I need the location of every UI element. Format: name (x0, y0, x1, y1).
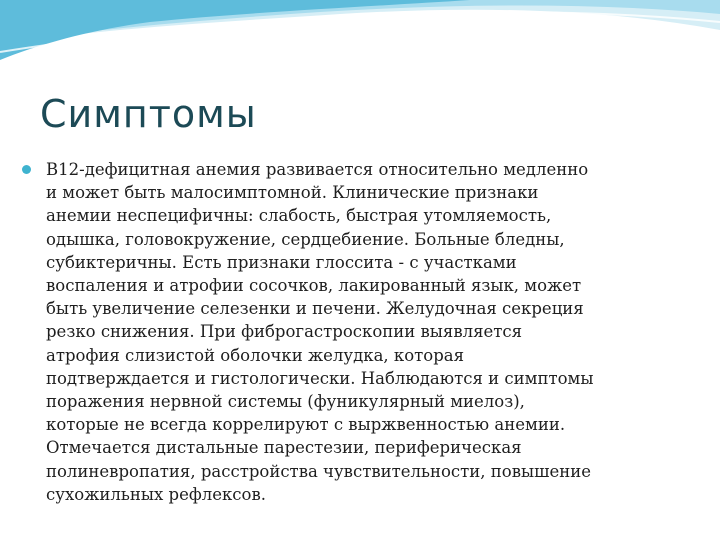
slide-title: Симптомы (40, 92, 257, 136)
bullet-icon (22, 165, 31, 174)
header-wave-decoration (0, 0, 720, 90)
bullet-text: В12-дефицитная анемия развивается относительно медленно и может быть малосимптомной. Клинические признаки анемии неспецифичны: слабость, быстрая утомляемость, одышка, головокружение, сердцебиение. Больные бледны, субиктеричны. Есть признаки глоссита - с участками воспаления и атрофии сосочков, лакированный язык, может быть увеличение селезенки и печени. Желудочная секреция резко снижения. При фиброгастроскопии выявляется атрофия слизистой оболочки желудка, которая подтверждается и гистологически. Наблюдаются и симптомы поражения нервной системы (фуникулярный миелоз), которые не всегда коррелируют с выржвенностью анемии. Отмечается дистальные парестезии, периферическая полиневропатия, расстройства чувствительности, повышение сухожильных рефлексов. (46, 160, 594, 504)
bullet-list (22, 158, 692, 506)
